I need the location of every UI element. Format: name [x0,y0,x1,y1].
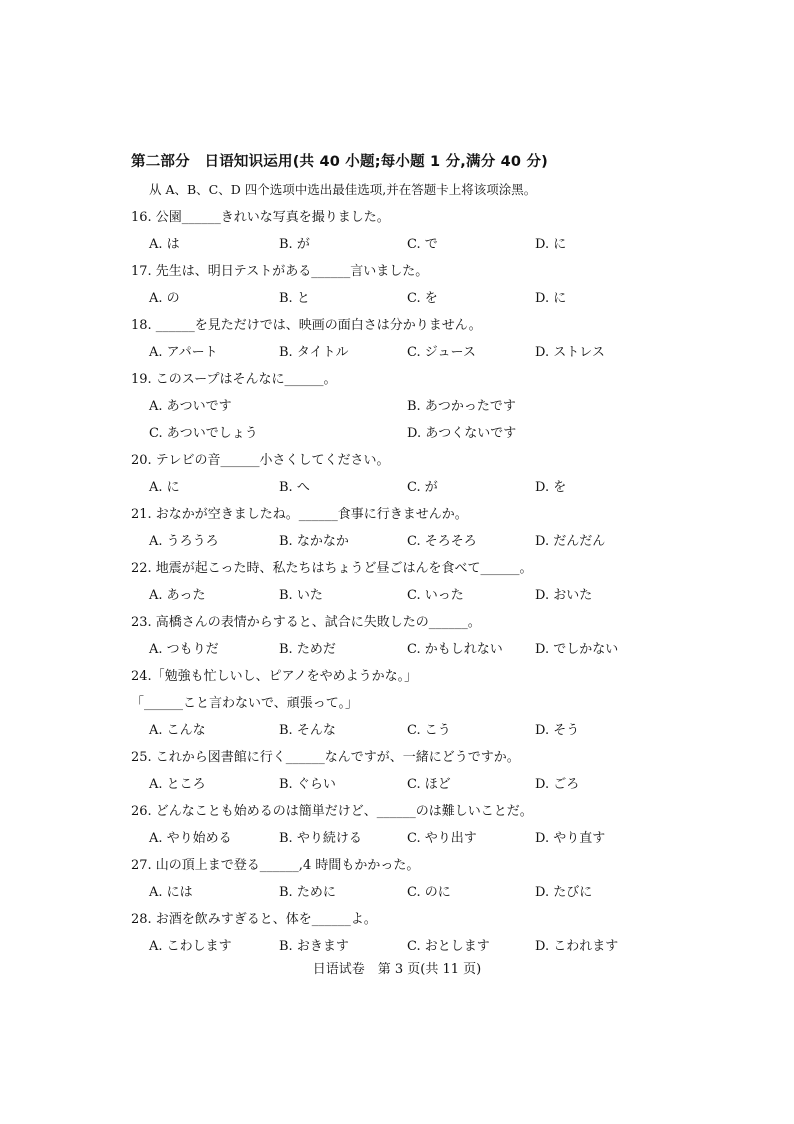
option-c: C. ほど [407,777,451,792]
option-a: A. の [149,291,180,306]
question-17 [131,258,651,312]
option-d: D. あつくないです [407,426,517,441]
option-d: D. ごろ [535,777,580,792]
question-stem: 18. ______を見ただけでは、映画の面白さは分かりません。 [131,318,482,333]
question-stem: 26. どんなことも始めるのは簡単だけど、______のは難しいことだ。 [131,804,533,819]
option-a: A. やり始める [149,831,232,846]
question-stem: 16. 公園______きれいな写真を撮りました。 [131,210,390,225]
option-a: A. あついです [149,399,232,414]
options-row [131,636,651,663]
options-row [131,339,651,366]
option-d: D. やり直す [535,831,606,846]
option-a: A. に [149,480,180,495]
options-row [131,420,651,447]
option-a: A. は [149,237,180,252]
options-row [131,231,651,258]
option-a: A. つもりだ [149,642,219,657]
question-stem: 22. 地震が起こった時、私たちはちょうど昼ごはんを食べて______。 [131,561,533,576]
section-instruction: 从 A、B、C、D 四个选项中选出最佳选项,并在答题卡上将该项涂黑。 [149,182,537,197]
question-stem: 19. このスープはそんなに______。 [131,372,337,387]
option-c: C. ジュース [407,345,476,360]
option-d: D. おいた [535,588,593,603]
question-stem: 21. おなかが空きましたね。______食事に行きませんか。 [131,507,468,522]
option-c: C. いった [407,588,464,603]
option-c: C. かもしれない [407,642,503,657]
option-d: D. そう [535,723,580,738]
option-c: C. そろそろ [407,534,477,549]
option-c: C. こう [407,723,451,738]
options-row [131,393,651,420]
question-stem: 20. テレビの音______小さくしてください。 [131,453,390,468]
option-d: D. を [535,480,567,495]
question-stem-reply: 「______こと言わないで、頑張って。」 [131,696,358,711]
question-23 [131,609,651,663]
question-27 [131,852,651,906]
option-a: A. あった [149,588,206,603]
option-c: C. が [407,480,438,495]
section-heading: 第二部分 日语知识运用(共 40 小题;每小题 1 分,满分 40 分) [131,154,548,170]
question-stem: 17. 先生は、明日テストがある______言いました。 [131,264,429,279]
option-b: B. と [279,291,310,306]
option-a: A. こんな [149,723,206,738]
options-row [131,771,651,798]
option-b: B. ためだ [279,642,336,657]
option-c: C. を [407,291,438,306]
option-a: A. には [149,885,193,900]
question-22 [131,555,651,609]
option-c: C. おとします [407,939,490,954]
question-21 [131,501,651,555]
option-c: C. のに [407,885,451,900]
option-d: D. こわれます [535,939,619,954]
option-d: D. でしかない [535,642,619,657]
option-d: D. だんだん [535,534,606,549]
option-b: B. やり続ける [279,831,362,846]
option-b: B. へ [279,480,310,495]
option-d: D. ストレス [535,345,605,360]
option-c: C. やり出す [407,831,477,846]
options-row [131,879,651,906]
options-row [131,528,651,555]
option-b: B. そんな [279,723,336,738]
option-c: C. あついでしょう [149,426,258,441]
question-26 [131,798,651,852]
options-row [131,717,651,744]
option-a: A. アパート [149,345,218,360]
question-stem: 25. これから図書館に行く______なんですが、一緒にどうですか。 [131,750,520,765]
question-18 [131,312,651,366]
question-20 [131,447,651,501]
option-b: B. いた [279,588,323,603]
option-a: A. うろうろ [149,534,219,549]
question-stem: 23. 高橋さんの表情からすると、試合に失敗したの______。 [131,615,481,630]
option-b: B. ぐらい [279,777,336,792]
options-row [131,474,651,501]
option-a: A. こわします [149,939,232,954]
options-row [131,582,651,609]
option-d: D. たびに [535,885,593,900]
question-25 [131,744,651,798]
option-d: D. に [535,291,567,306]
option-b: B. あつかったです [407,399,516,414]
option-c: C. で [407,237,438,252]
question-list [131,204,651,960]
page-footer: 日语试卷 第 3 页(共 11 页) [312,962,482,977]
question-stem: 28. お酒を飲みすぎると、体を______よ。 [131,912,377,927]
question-16 [131,204,651,258]
question-28 [131,906,651,960]
option-d: D. に [535,237,567,252]
option-b: B. なかなか [279,534,349,549]
option-b: B. おきます [279,939,349,954]
question-19 [131,366,651,447]
option-b: B. が [279,237,310,252]
options-row [131,285,651,312]
question-stem: 27. 山の頂上まで登る______,4 時間もかかった。 [131,858,420,873]
options-row [131,825,651,852]
question-stem: 24.「勉強も忙しいし、ピアノをやめようかな。」 [131,669,418,684]
options-row [131,933,651,960]
option-b: B. ために [279,885,336,900]
option-b: B. タイトル [279,345,349,360]
question-24 [131,663,651,744]
option-a: A. ところ [149,777,206,792]
